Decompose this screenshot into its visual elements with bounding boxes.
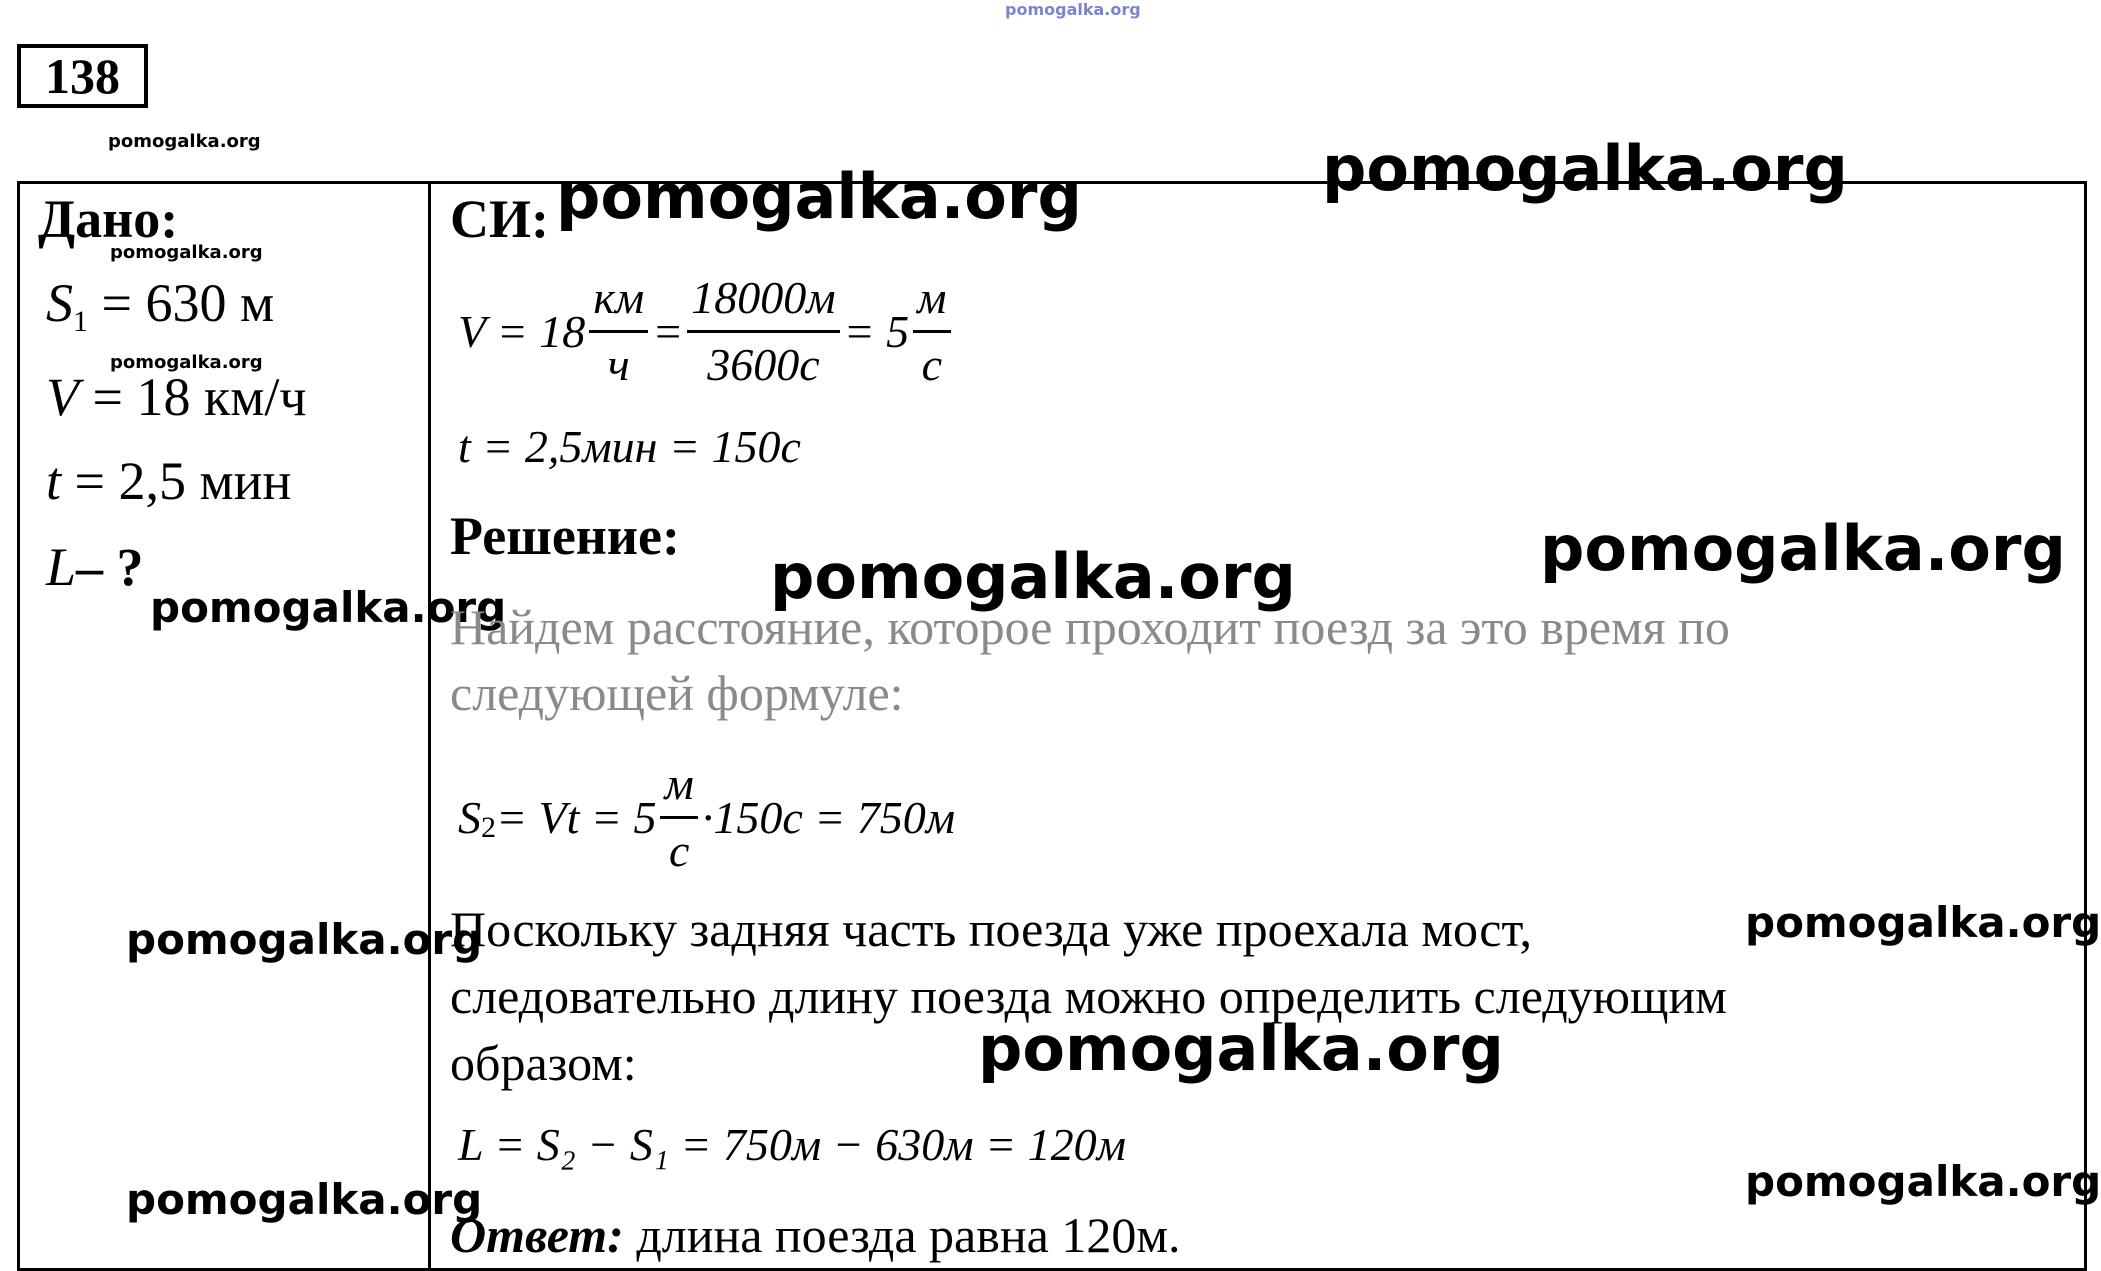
watermark-big: pomogalka.org [556,160,1082,233]
solution-paragraph-2-line-2: следовательно длину поезда можно определить следующим [450,968,1727,1024]
si-title: СИ: [450,189,549,249]
problem-number: 138 [17,44,148,108]
given-l: L– ? [46,537,144,597]
column-divider [428,181,431,1271]
watermark-top: pomogalka.org [1005,0,1141,19]
watermark-mid: pomogalka.org [126,915,483,964]
watermark-mid: pomogalka.org [1745,1157,2101,1206]
solution-paragraph-1-line-2: следующей формуле: [450,665,904,721]
answer: Ответ: длина поезда равна 120м. [450,1207,1181,1263]
watermark-big: pomogalka.org [770,540,1296,613]
given-t: t = 2,5 мин [46,451,292,511]
solution-table [17,181,2087,1271]
solution-title: Решение: [450,506,680,566]
si-velocity-formula: V = 18 $\frac{км}{ч}$ = $\frac{18000м}{3600с}$ = 5 $\frac{м}{с}$ [458,266,955,397]
watermark-small: pomogalka.org [110,352,263,373]
watermark-mid: pomogalka.org [126,1175,483,1224]
watermark-big: pomogalka.org [1322,132,1848,205]
solution-paragraph-2-line-1: Поскольку задняя часть поезда уже проехала мост, [450,901,1533,957]
given-v: V = 18 км/ч [46,367,307,427]
watermark-big: pomogalka.org [978,1012,1504,1085]
given-title: Дано: [38,189,179,249]
s2-formula: S 2 = Vt = 5 $\frac{м}{с}$ ·150с = 750м [458,752,955,883]
watermark-small: pomogalka.org [108,131,261,152]
watermark-mid: pomogalka.org [150,583,507,632]
given-s1: S1 = 630 м [46,273,275,338]
watermark-big: pomogalka.org [1540,512,2066,585]
solution-paragraph-1-line-1: Найдем расстояние, которое проходит поезд за это время по [450,599,1730,655]
watermark-mid: pomogalka.org [1745,898,2101,947]
l-formula: L = S₂ − S₁ = 750м − 630м = 120м [458,1119,1127,1170]
solution-paragraph-2-line-3: образом: [450,1035,637,1091]
si-time-formula: t = 2,5мин = 150с [458,421,801,472]
watermark-small: pomogalka.org [110,242,263,263]
